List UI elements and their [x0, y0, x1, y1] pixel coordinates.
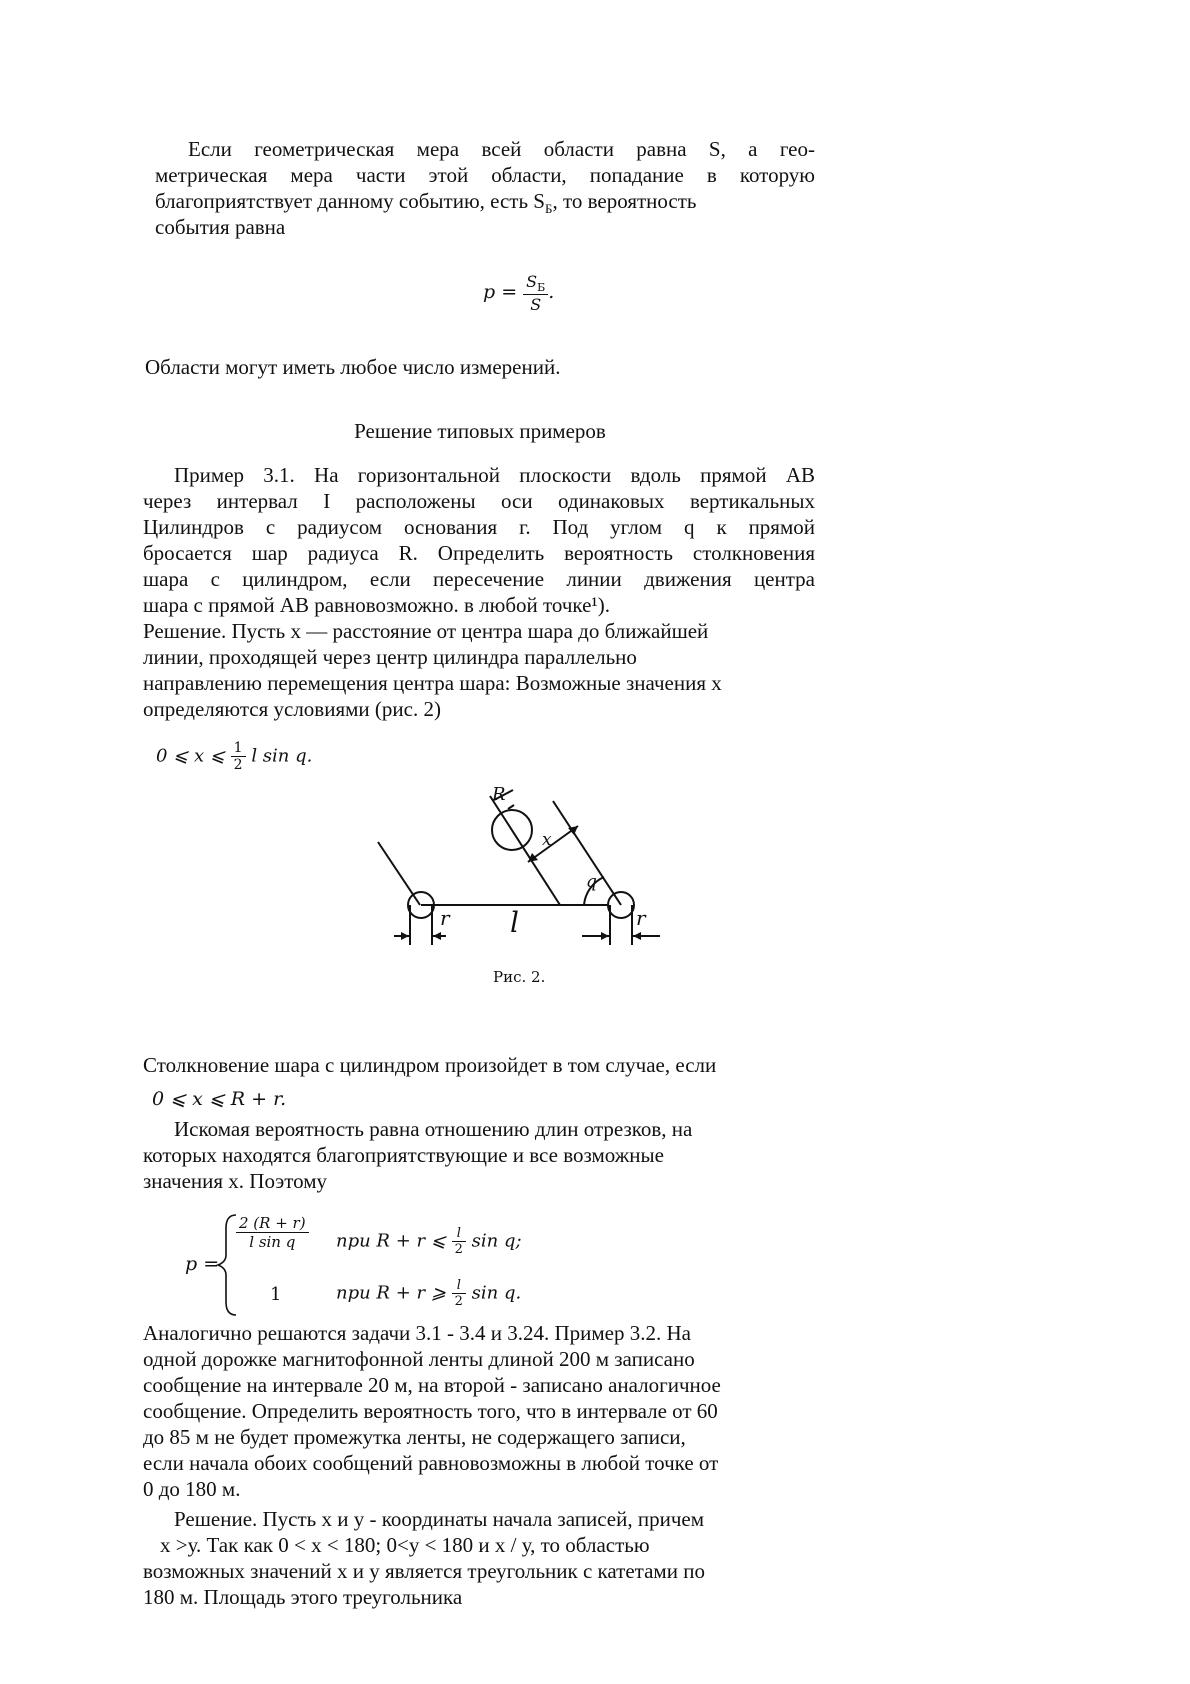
paragraph-line-text: благоприятствует данному событию, есть $S_Б$, то вероятность	[155, 189, 697, 217]
case1-condition: при R + r ⩽ $\frac{l}{2}$ sin q;	[336, 1226, 522, 1257]
paragraph-line: направлению перемещения центра шара: Возможные значения x	[143, 671, 722, 695]
label-l: l	[510, 906, 519, 939]
paragraph-line: Решение. Пусть x — расстояние от центра шара до ближайшей	[143, 619, 709, 643]
paragraph-line: 0 до 180 м.	[143, 1477, 241, 1501]
paragraph-line: возможных значений x и у является треугольник с катетами по	[143, 1559, 705, 1583]
label-r-left: r	[440, 906, 450, 930]
label-x: x	[542, 830, 552, 850]
paragraph-line: шара с цилиндром, если пересечение линии движения центра	[143, 567, 815, 591]
formula-probability: p = $\frac{S_Б}{S}$ .	[483, 272, 555, 315]
section-heading: Решение типовых примеров	[354, 419, 606, 443]
case1-value: $\frac{2 (R + r)}{\text{l sin q}}$	[236, 1214, 309, 1251]
paragraph-line: Если геометрическая мера всей области равна S, а гео-	[188, 137, 815, 161]
paragraph-text: Области могут иметь любое число измерений.	[145, 355, 561, 379]
paragraph-line: определяются условиями (рис. 2)	[143, 697, 441, 721]
case2-value: 1	[270, 1284, 282, 1305]
paragraph-line: метрическая мера части этой области, попадание в которую	[155, 163, 815, 187]
paragraph-line: шара с прямой AB равновозможно. в любой точке¹).	[143, 593, 610, 617]
case2-condition: при R + r ⩾ $\frac{l}{2}$ sin q.	[336, 1278, 522, 1309]
paragraph-line: одной дорожке магнитофонной ленты длиной 200 м записано	[143, 1347, 695, 1371]
paragraph-line: линии, проходящей через центр цилиндра параллельно	[143, 645, 637, 669]
paragraph-line: Решение. Пусть x и y - координаты начала записей, причем	[174, 1507, 705, 1531]
paragraph-line: сообщение. Определить вероятность того, что в интервале от 60	[143, 1399, 718, 1423]
paragraph-line: 180 м. Площадь этого треугольника	[143, 1585, 463, 1609]
formula-collision: 0 ⩽ x ⩽ R + r.	[152, 1088, 287, 1110]
piecewise-p: p =	[185, 1253, 220, 1275]
formula-range: 0 ⩽ x ⩽ $\frac{1}{2}$ l sin q.	[156, 740, 313, 773]
paragraph-line: через интервал I расположены оси одинаковых вертикальных	[143, 489, 815, 513]
paragraph-line: значения x. Поэтому	[143, 1169, 328, 1193]
paragraph-line: Столкновение шара с цилиндром произойдет в том случае, если	[143, 1053, 717, 1077]
paragraph-line: сообщение на интервале 20 м, на второй - записано аналогичное	[143, 1373, 721, 1397]
paragraph-line: события равна	[155, 215, 286, 239]
label-r-right: r	[636, 906, 646, 930]
paragraph-line: Пример 3.1. На горизонтальной плоскости вдоль прямой AB	[174, 463, 815, 487]
label-R: R	[492, 784, 506, 805]
paragraph-line: Искомая вероятность равна отношению длин отрезков, на	[174, 1117, 693, 1141]
paragraph-line: до 85 м не будет промежутка ленты, не содержащего записи,	[143, 1425, 686, 1449]
figure-caption: Рис. 2.	[493, 968, 546, 986]
paragraph-line: Цилиндров с радиусом основания г. Под углом q к прямой	[143, 515, 815, 539]
paragraph-line: которых находятся благоприятствующие и все возможные	[143, 1143, 664, 1167]
paragraph-line: x >у. Так как 0 < x < 180; 0<у < 180 и x / у, то областью	[160, 1533, 650, 1557]
paragraph-line: если начала обоих сообщений равновозможны в любой точке от	[143, 1451, 719, 1475]
paragraph-line: бросается шар радиуса R. Определить вероятность столкновения	[143, 541, 815, 565]
paragraph-line: Аналогично решаются задачи 3.1 - 3.4 и 3.24. Пример 3.2. На	[143, 1321, 691, 1345]
label-q: q	[586, 872, 597, 892]
